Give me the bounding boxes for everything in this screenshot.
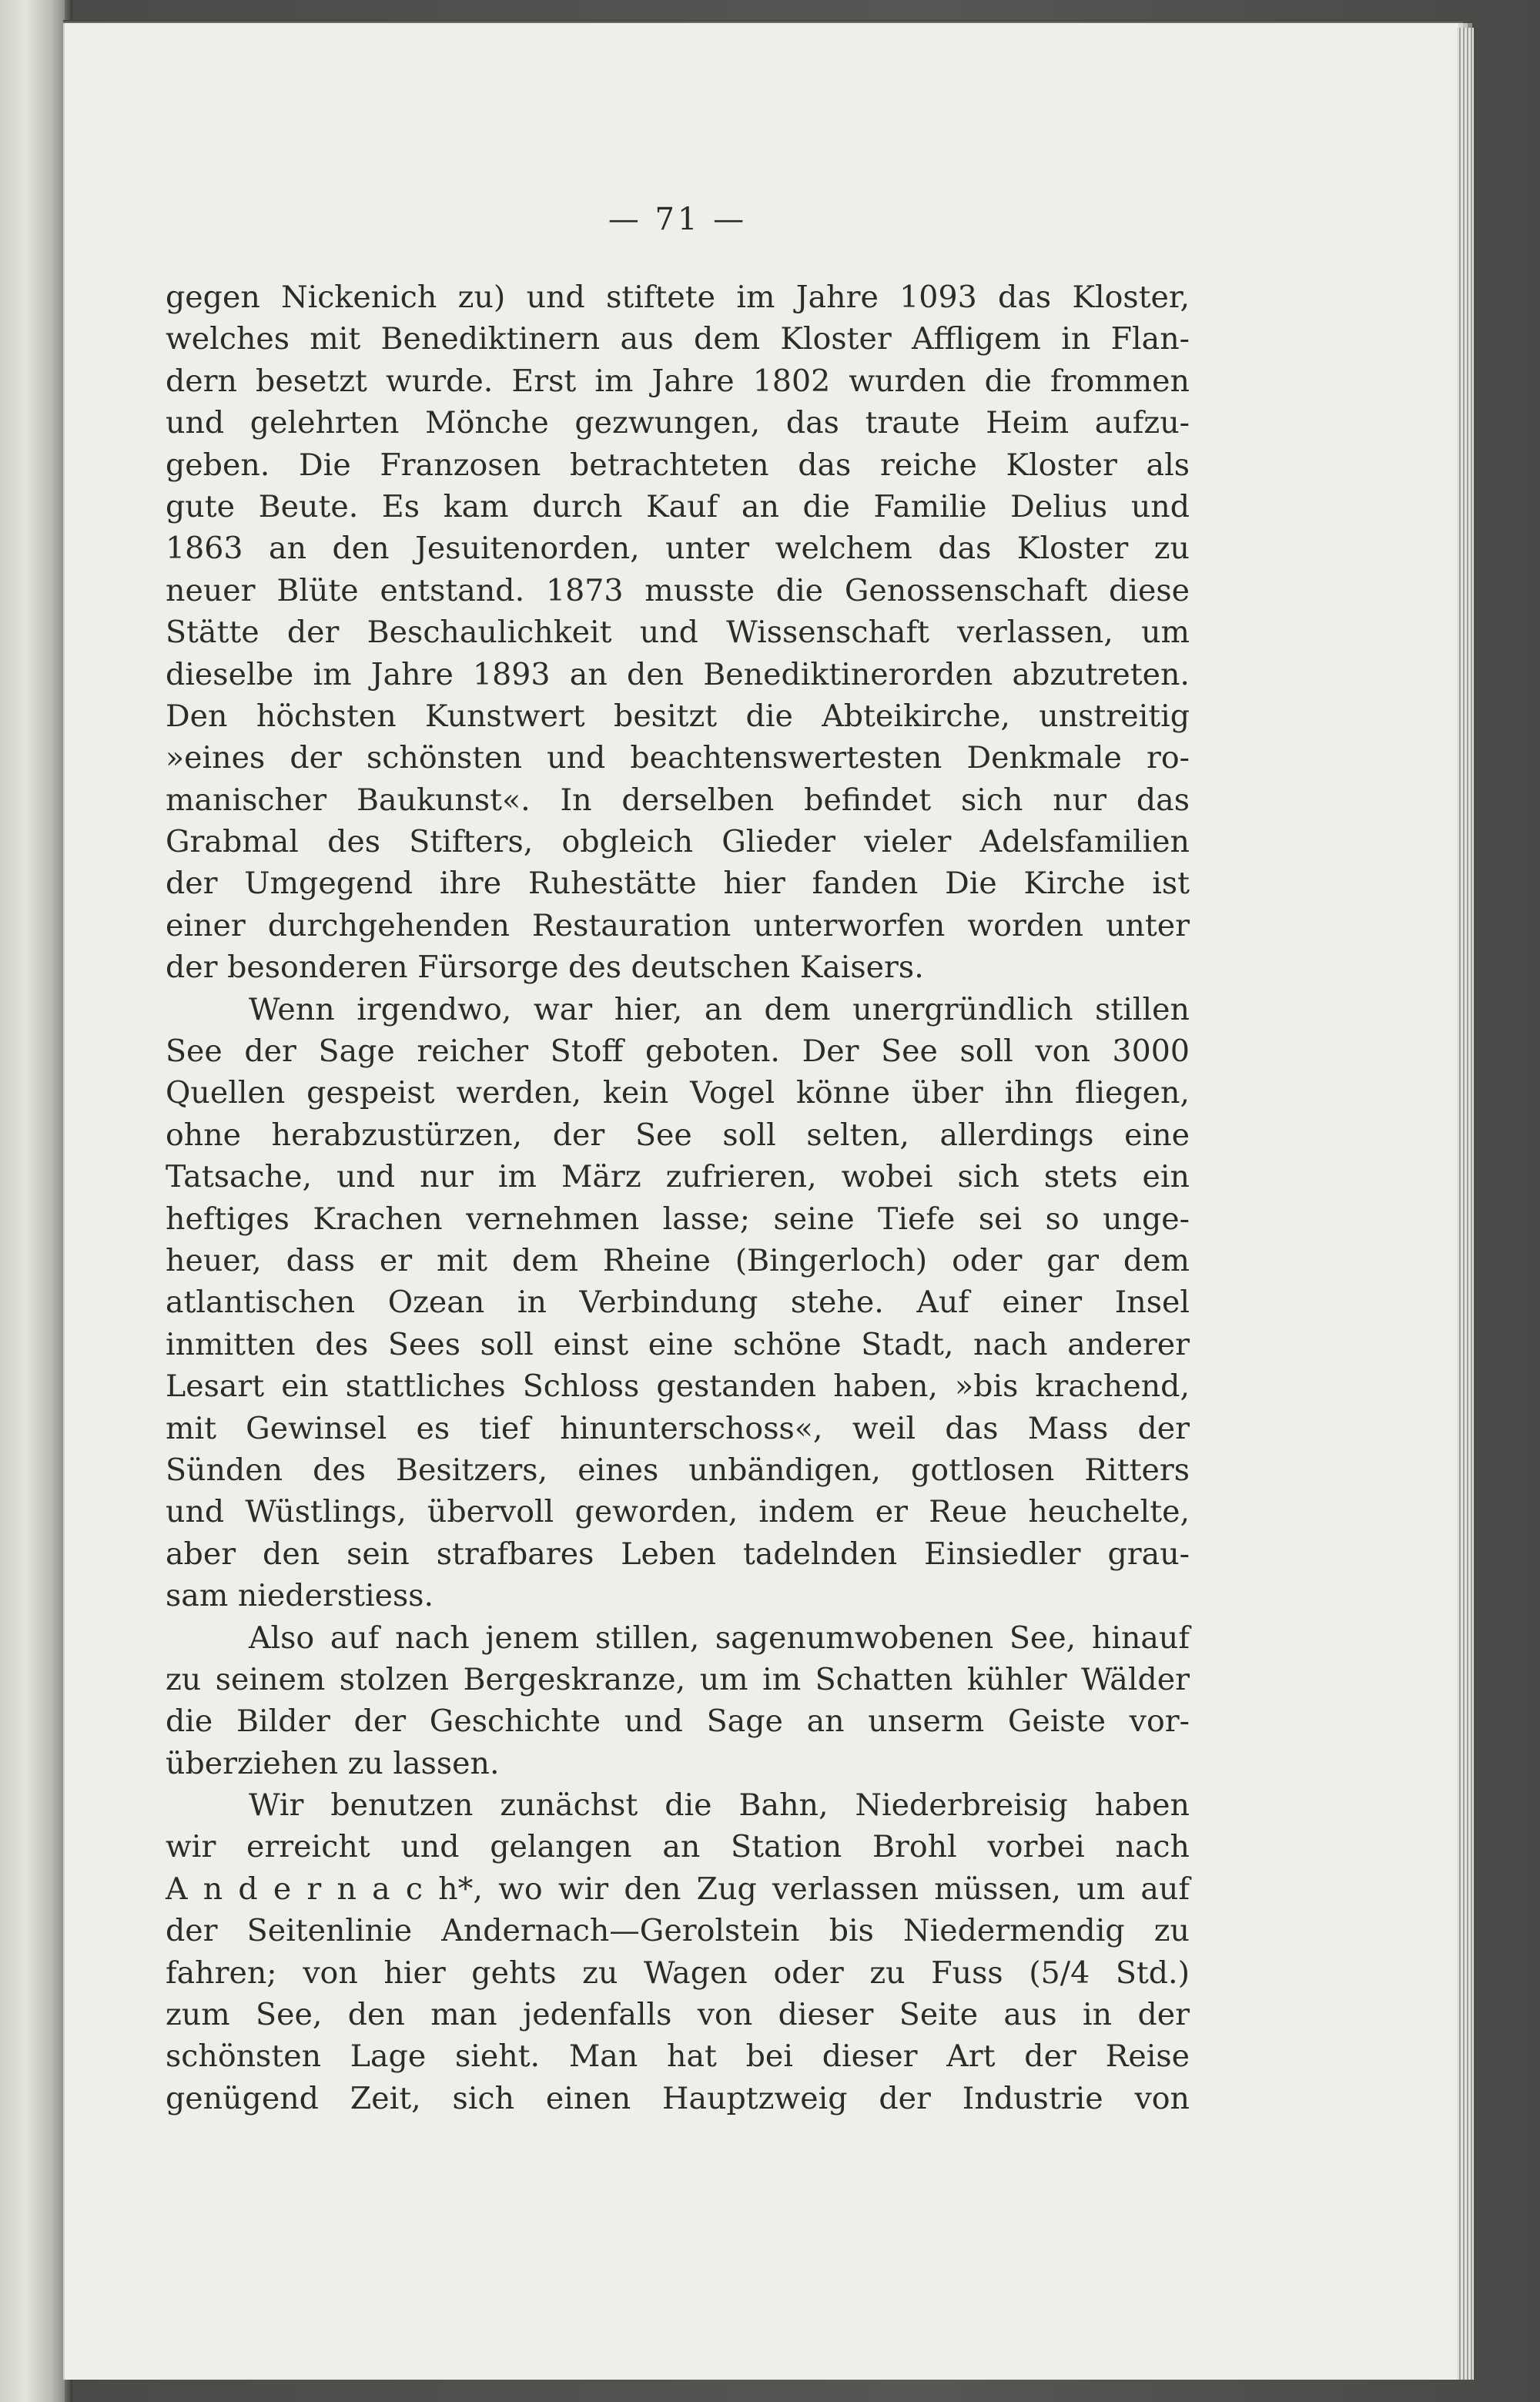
text-line: überziehen zu lassen. (166, 1745, 500, 1781)
text-line: 1863 an den Jesuitenorden, unter welchem das Kloster zu (166, 531, 1190, 567)
text-line: und Wüstlings, übervoll geworden, indem er Reue heuchelte, (166, 1494, 1190, 1530)
text-line: zum See, den man jedenfalls von dieser Seite aus in der (166, 1997, 1190, 2033)
text-line: heuer, dass er mit dem Rheine (Bingerloch) oder gar dem (166, 1242, 1190, 1278)
book-spine (0, 0, 65, 2402)
text-line: See der Sage reicher Stoff geboten. Der See soll von 3000 (166, 1033, 1190, 1070)
text-line: »eines der schönsten und beachtenswertesten Denkmale ro- (166, 740, 1190, 776)
page-number: — 71 — (608, 202, 748, 237)
text-line: aber den sein strafbares Leben tadelnden Einsiedler grau- (166, 1536, 1190, 1572)
text-line: geben. Die Franzosen betrachteten das reiche Kloster als (166, 447, 1190, 483)
text-line: gute Beute. Es kam durch Kauf an die Familie Delius und (166, 488, 1190, 524)
text-line: genügend Zeit, sich einen Hauptzweig der Industrie von (166, 2080, 1190, 2116)
text-line: Den höchsten Kunstwert besitzt die Abteikirche, unstreitig (166, 698, 1190, 734)
text-line: fahren; von hier gehts zu Wagen oder zu Fuss (5/4 Std.) (166, 1955, 1190, 1991)
text-line: inmitten des Sees soll einst eine schöne Stadt, nach anderer (166, 1326, 1190, 1362)
text-line: der besonderen Fürsorge des deutschen Kaisers. (166, 950, 924, 986)
text-line: Sünden des Besitzers, eines unbändigen, gottlosen Ritters (166, 1452, 1190, 1488)
text-line: Lesart ein stattliches Schloss gestanden haben, »bis krachend, (166, 1369, 1190, 1405)
text-line: zu seinem stolzen Bergeskranze, um im Schatten kühler Wälder (166, 1661, 1190, 1697)
text-line: mit Gewinsel es tief hinunterschoss«, weil das Mass der (166, 1410, 1190, 1446)
text-line: Tatsache, und nur im März zufrieren, wobei sich stets ein (166, 1159, 1190, 1195)
text-line: Wir benutzen zunächst die Bahn, Niederbreisig haben (249, 1787, 1190, 1824)
text-line: einer durchgehenden Restauration unterworfen worden unter (166, 907, 1190, 943)
text-line: heftiges Krachen vernehmen lasse; seine Tiefe sei so unge- (166, 1201, 1190, 1237)
text-line: die Bilder der Geschichte und Sage an unserm Geiste vor- (166, 1704, 1190, 1740)
text-line: ohne herabzustürzen, der See soll selten, allerdings eine (166, 1117, 1190, 1153)
text-line: A n d e r n a c h*, wo wir den Zug verlassen müssen, um auf (166, 1871, 1190, 1907)
text-line: schönsten Lage sieht. Man hat bei dieser Art der Reise (166, 2039, 1190, 2075)
body-text (166, 276, 1190, 2119)
text-line: und gelehrten Mönche gezwungen, das traute Heim aufzu- (166, 405, 1190, 441)
text-line: Grabmal des Stifters, obgleich Glieder vieler Adelsfamilien (166, 824, 1190, 860)
text-line: Wenn irgendwo, war hier, an dem unergründlich stillen (249, 991, 1190, 1027)
text-line: manischer Baukunst«. In derselben befindet sich nur das (166, 782, 1190, 818)
page-edges (1457, 28, 1474, 2380)
text-line: Quellen gespeist werden, kein Vogel könne über ihn fliegen, (166, 1075, 1190, 1111)
page-content (166, 196, 1190, 2119)
text-line: Also auf nach jenem stillen, sagenumwobenen See, hinauf (249, 1620, 1190, 1656)
text-line: atlantischen Ozean in Verbindung stehe. Auf einer Insel (166, 1285, 1190, 1321)
text-line: Stätte der Beschaulichkeit und Wissenschaft verlassen, um (166, 615, 1190, 651)
text-line: wir erreicht und gelangen an Station Brohl vorbei nach (166, 1829, 1190, 1865)
text-line: der Seitenlinie Andernach—Gerolstein bis Niedermendig zu (166, 1913, 1190, 1949)
text-line: welches mit Benediktinern aus dem Kloster Affligem in Flan- (166, 321, 1190, 357)
text-line: dern besetzt wurde. Erst im Jahre 1802 wurden die frommen (166, 363, 1190, 399)
text-line: der Umgegend ihre Ruhestätte hier fanden Die Kirche ist (166, 866, 1190, 902)
text-line: dieselbe im Jahre 1893 an den Benediktinerorden abzutreten. (166, 656, 1190, 692)
text-line: sam niederstiess. (166, 1578, 434, 1614)
text-line: gegen Nickenich zu) und stiftete im Jahre 1093 das Kloster, (166, 280, 1190, 315)
text-line: neuer Blüte entstand. 1873 musste die Genossenschaft diese (166, 572, 1190, 608)
